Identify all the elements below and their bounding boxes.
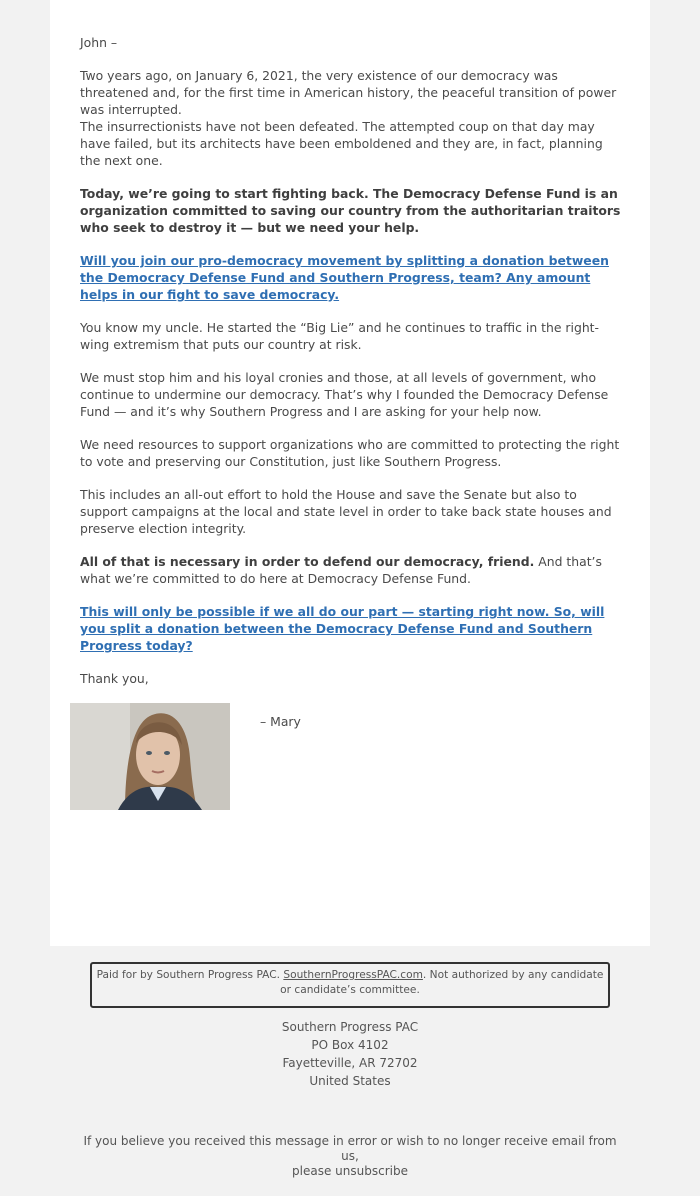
- donation-link-2[interactable]: This will only be possible if we all do our part — starting right now. So, will you split a donation between the Democracy Defense Fund and Southern Progress today?: [80, 604, 605, 653]
- donation-link-paragraph-2: [80, 603, 624, 654]
- mailing-address: [50, 1018, 650, 1090]
- unsubscribe-text: If you believe you received this message in error or wish to no longer receive email from us,: [83, 1134, 617, 1163]
- paragraph-necessary-bold: All of that is necessary in order to defend our democracy, friend.: [80, 554, 535, 569]
- paragraph-necessary-rest: And that’s what we’re committed to do here at Democracy Defense Fund.: [80, 554, 602, 586]
- unsubscribe-link[interactable]: please unsubscribe: [292, 1164, 408, 1178]
- paragraph-stop-him: We must stop him and his loyal cronies and those, at all levels of government, who continue to undermine our democracy. That’s why I founded the Democracy Defense Fund — and it’s why Southern Progress and I are asking for your help now.: [80, 370, 609, 419]
- address-line-2: PO Box 4102: [311, 1038, 389, 1052]
- disclaimer-prefix: Paid for by Southern Progress PAC.: [96, 969, 284, 981]
- greeting: John –: [80, 35, 118, 50]
- address-line-1: Southern Progress PAC: [281, 1020, 419, 1034]
- email-content: [80, 34, 624, 736]
- paragraph-effort: This includes an all-out effort to hold the House and save the Senate but also to support campaigns at the local and state level in order to take back state houses and preserve election integrity.: [80, 487, 612, 536]
- paragraph-necessary: [80, 553, 624, 587]
- disclaimer-suffix: . Not authorized by any candidate or candidate’s committee.: [280, 969, 604, 996]
- paragraph-bold-call: Today, we’re going to start fighting back. The Democracy Defense Fund is an organization committed to saving our country from the authoritarian traitors who seek to destroy it — but we need your help.: [80, 186, 621, 235]
- email-footer: [50, 946, 650, 1196]
- portrait-image: [70, 703, 230, 810]
- address-line-4: United States: [309, 1074, 391, 1088]
- closing-text: Thank you,: [80, 671, 149, 686]
- address-line-3: Fayetteville, AR 72702: [282, 1056, 418, 1070]
- paragraph-resources: We need resources to support organizations who are committed to protecting the right to vote and preserving our Constitution, just like Southern Progress.: [80, 437, 620, 469]
- paragraph-uncle: You know my uncle. He started the “Big Lie” and he continues to traffic in the right-wing extremism that puts our country at risk.: [80, 320, 600, 352]
- paid-for-disclaimer: [90, 962, 610, 1008]
- donation-link-paragraph-1: [80, 252, 624, 303]
- donation-link-1[interactable]: Will you join our pro-democracy movement by splitting a donation between the Democracy Defense Fund and Southern Progress, team? Any amount helps in our fight to save democracy.: [80, 253, 609, 302]
- signature-photo: [70, 703, 230, 810]
- unsubscribe-notice: [80, 1134, 620, 1179]
- signature-name: – Mary: [260, 714, 301, 729]
- signature-block: [70, 703, 630, 810]
- paragraph-intro-2: The insurrectionists have not been defeated. The attempted coup on that day may have failed, but its architects have been emboldened and they are, in fact, planning the next one.: [80, 119, 603, 168]
- pac-website-link[interactable]: SouthernProgressPAC.com: [283, 969, 423, 981]
- email-body-card: [50, 0, 650, 946]
- paragraph-intro-1: Two years ago, on January 6, 2021, the very existence of our democracy was threatened and, for the first time in American history, the peaceful transition of power was interrupted.: [80, 68, 617, 117]
